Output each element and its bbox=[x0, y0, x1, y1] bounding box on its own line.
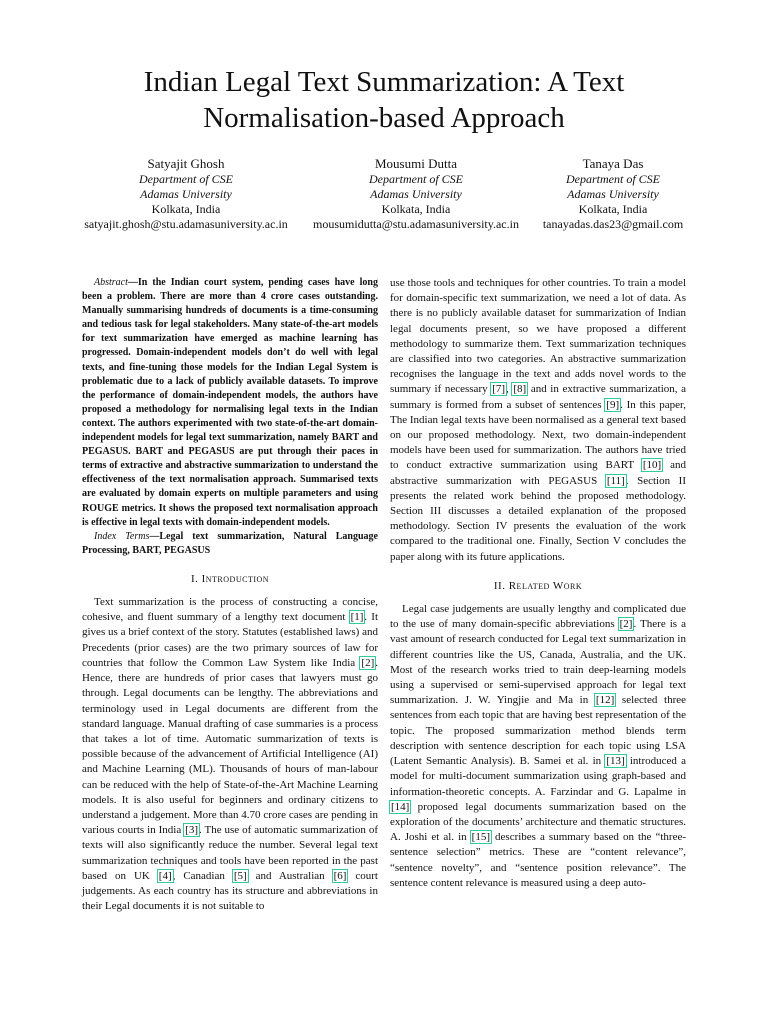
text-run: , bbox=[506, 383, 513, 396]
introduction-paragraph bbox=[82, 595, 378, 914]
author-name: Tanaya Das bbox=[582, 156, 644, 171]
left-column bbox=[82, 276, 378, 914]
citation-link[interactable]: [14] bbox=[391, 800, 410, 813]
citation-link[interactable]: [2] bbox=[361, 656, 375, 669]
citation-link[interactable]: [5] bbox=[233, 869, 247, 882]
abstract bbox=[82, 276, 378, 530]
author-dept: Department of CSE bbox=[138, 172, 233, 186]
title-line-2: Normalisation-based Approach bbox=[203, 102, 565, 134]
paper-title bbox=[60, 64, 708, 136]
right-column bbox=[390, 276, 686, 891]
text-run: use those tools and techniques for other countries. To train a model for domain-specific text summarization, we need a lot of data. As there is no publicly available dataset for summarization of Indian legal documents present, so we have proposed a different methodology to summarize them. Text summarization techniques are classified into two categories. An abstractive summarization recognises the language in the text and adds novel words to the summary if necessary bbox=[390, 277, 686, 396]
author-univ: Adamas University bbox=[140, 187, 232, 201]
index-terms-lead: Index Terms bbox=[94, 530, 150, 542]
introduction-continued bbox=[390, 276, 686, 565]
section-number: II. bbox=[493, 579, 506, 592]
section-title: Introduction bbox=[201, 572, 270, 585]
author-name: Mousumi Dutta bbox=[375, 156, 457, 171]
author-city: Kolkata, India bbox=[381, 202, 451, 216]
text-run: . It gives us a brief context of the story. Statutes (established laws) and Precedents (prior cases) are the two primary sources of law for countries that follow the Common Law System like India bbox=[82, 611, 378, 669]
citation-link[interactable]: [6] bbox=[333, 869, 347, 882]
text-run: Text summarization is the process of constructing a concise, cohesive, and fluent summary of a lengthy text document bbox=[82, 596, 378, 624]
author-dept: Department of CSE bbox=[369, 172, 463, 186]
author-name: Satyajit Ghosh bbox=[147, 156, 225, 171]
section-heading-related-work bbox=[390, 579, 686, 594]
text-run: . The use of automatic summarization of texts will also significantly reduce the number. Several legal text summarization techniques and tools have been reported in the past based on UK bbox=[82, 824, 378, 882]
title-line-1: Indian Legal Text Summarization: A Text bbox=[143, 66, 625, 98]
section-heading-introduction bbox=[82, 572, 378, 587]
author-univ: Adamas University bbox=[567, 187, 659, 201]
citation-link[interactable]: [3] bbox=[185, 824, 198, 837]
text-run: . In this paper, The Indian legal texts have been normalised as a general text based on our proposed methodology. Next, two domain-independent models have been used for summarization. The authors have tried to conduct extractive summarization using BART bbox=[390, 398, 686, 472]
text-run: Legal case judgements are usually lengthy and complicated due to the use of many domain-specific abbreviations bbox=[390, 603, 686, 631]
author-univ: Adamas University bbox=[370, 187, 462, 201]
citation-link[interactable]: [4] bbox=[158, 869, 172, 882]
author-2 bbox=[313, 156, 519, 232]
index-terms-text: —Legal text summarization, Natural Language Processing, BART, PEGASUS bbox=[82, 530, 378, 556]
author-email[interactable]: mousumidutta@stu.adamasuniversity.ac.in bbox=[313, 217, 519, 231]
related-work-paragraph bbox=[390, 602, 686, 891]
author-email[interactable]: satyajit.ghosh@stu.adamasuniversity.ac.in bbox=[84, 217, 288, 231]
text-run: describes a summary based on the “three-sentence selection” metrics. These are “content relevance”, “sentence novelty”, and “sentence position relevance”. The sentence content relevance is measured using a deep auto- bbox=[390, 831, 686, 889]
author-city: Kolkata, India bbox=[578, 202, 648, 216]
abstract-lead: Abstract bbox=[94, 277, 128, 288]
citation-link[interactable]: [11] bbox=[606, 474, 625, 487]
section-number: I. bbox=[190, 572, 199, 585]
author-3 bbox=[543, 156, 683, 232]
text-run: court judgements. As each country has its structure and abbreviations in their Legal documents it is not suitable to bbox=[82, 869, 378, 913]
text-run: and Australian bbox=[247, 869, 333, 882]
text-run: and in extractive summarization, a summary is formed from a subset of sentences bbox=[390, 383, 686, 411]
citation-link[interactable]: [12] bbox=[595, 694, 615, 707]
author-dept: Department of CSE bbox=[566, 172, 660, 186]
author-city: Kolkata, India bbox=[151, 202, 221, 216]
author-email[interactable]: tanayadas.das23@gmail.com bbox=[542, 217, 684, 231]
citation-link[interactable]: [13] bbox=[606, 755, 625, 768]
text-run: . Hence, there are hundreds of prior cases that lawyers must go through. Legal documents can be lengthy. The abbreviations and terminology used in Legal documents are different from the standard language. Manual drafting of case summaries is a process that takes a lot of time. Automatic summarization of texts is possible because of the advancement of Artificial Intelligence (AI) and Machine Learning (ML). Thousands of hours of man-labour can be reduced with the help of State-of-the-Art Machine Learning models. It is also useful for beginners and ordinary citizens to understand a judgement. More than 4.70 crore cases are pending in various courts in India bbox=[82, 656, 378, 837]
citation-link[interactable]: [1] bbox=[350, 611, 364, 624]
text-run: . Section II presents the related work behind the proposed methodology. Section III discusses a detailed explanation of the proposed methodology. Section IV presents the evaluation of the work compared to the traditional one. Finally, Section V concludes the paper along with its future applications. bbox=[390, 474, 686, 563]
section-title: Related Work bbox=[508, 579, 583, 592]
citation-link[interactable]: [9] bbox=[606, 398, 620, 411]
text-run: selected three sentences from each topic that are having best representation of the topic. The proposed summarization method blends term description with sentence description for each topic using LSA (Latent Semantic Analysis). B. Samei et al. in bbox=[390, 694, 686, 768]
citation-link[interactable]: [10] bbox=[642, 459, 662, 472]
text-run: , Canadian bbox=[172, 869, 233, 882]
citation-link[interactable]: [15] bbox=[471, 831, 490, 844]
text-run: introduced a model for multi-document summarization using graph-based and information-theoretic concepts. A. Farzindar and G. Lapalme in bbox=[390, 755, 686, 798]
author-1 bbox=[84, 156, 288, 232]
citation-link[interactable]: [8] bbox=[513, 383, 527, 396]
text-run: proposed legal documents summarization based on the exploration of the documents’ architecture and thematic structures. A. Joshi et al. in bbox=[390, 800, 686, 844]
abstract-text: —In the Indian court system, pending cases have long been a problem. There are more than 4 crore cases outstanding. Manually summarising hundreds of documents is a time-consuming and tedious task for legal stakeholders. Many state-of-the-art models for text summarization have emerged as machine learning has progressed. Domain-independent models don’t do well with legal texts, and fine-tuning those models for the Indian Legal System is problematic due to a lack of publicly available datasets. To improve the performance of domain-independent models, the authors have proposed a methodology for normalising legal texts in the Indian context. The authors experimented with two state-of-the-art domain-independent models for legal text summarization, namely BART and PEGASUS. BART and PEGASUS are put through their paces in terms of extractive and abstractive summarization to understand the effectiveness of the text normalisation approach. Summarised texts are evaluated by domain experts on multiple parameters and using ROUGE metrics. It shows the proposed text normalisation approach is effective in legal texts with domain-independent models. bbox=[82, 277, 378, 528]
text-run: and abstractive summarization with PEGASUS bbox=[390, 459, 686, 487]
citation-link[interactable]: [2] bbox=[619, 618, 633, 631]
citation-link[interactable]: [7] bbox=[492, 383, 506, 396]
index-terms bbox=[82, 530, 378, 558]
text-run: . There is a vast amount of research conducted for Legal text summarization in different countries like the US, Canada, Australia, and the UK. Most of the research works tried to train deep-learning models using a supervised or semi-supervised approach for legal text summarization. J. W. Yingjie and Ma in bbox=[390, 618, 686, 707]
